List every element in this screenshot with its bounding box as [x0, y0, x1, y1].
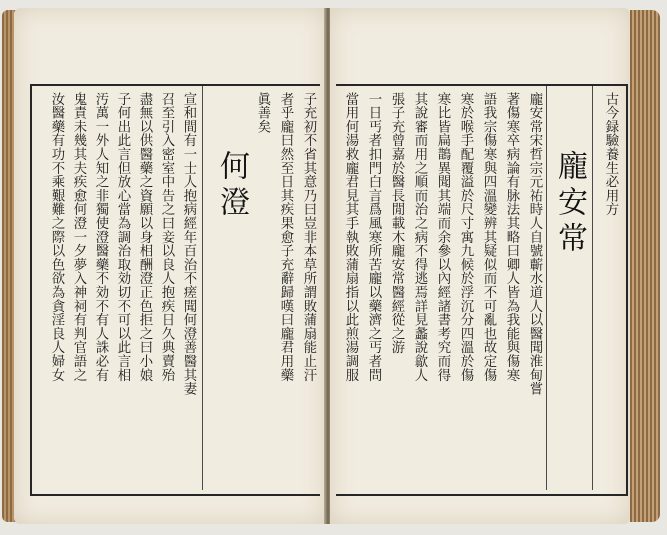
column-rule [592, 86, 593, 490]
section-heading: 龐安常 [552, 150, 587, 258]
text-column: 者乎龐曰然至日其疾果愈子充辭歸嘆曰龐君用藥 [278, 92, 293, 382]
text-column: 盡無以供醫藥之資願以身相酬澄正色拒之曰小娘 [137, 92, 152, 382]
text-column: 張子充曾嘉於醫長閒載木龐安常醫經從之游 [389, 92, 404, 355]
text-column: 寒於喉手配覆溢於尺寸寓九候於浮沉分四溫於傷 [458, 92, 473, 382]
text-column: 其說審而用之順而治之病不得逃焉詳見蠡說歙人 [412, 92, 427, 382]
text-column: 龐安常宋哲宗元祐時人自號蘄水道人以醫聞淮甸嘗 [527, 92, 542, 396]
section-heading: 何澄 [214, 150, 249, 222]
right-page-edges [630, 10, 660, 522]
text-column: 鬼責未幾其夫疾愈何澄一夕夢入神祠有判官語之 [71, 92, 86, 382]
text-column: 當用何湯救龐君見其手執敗蒲扇指以此煎湯調服 [343, 92, 358, 382]
text-column: 汝醫藥有功不乘艱難之際以色欲為貪淫良人婦女 [49, 92, 64, 382]
text-column: 汚萬一外人知之非獨使澄醫藥不効不有人誅必有 [93, 92, 108, 382]
column-rule [202, 86, 203, 490]
column-rule [546, 86, 547, 490]
text-column: 宣和間有一士人抱病經年百治不瘥聞何澄善醫其妻 [181, 92, 196, 396]
text-column: 一日丐者扣門白言爲風寒所苦龐以藥濟之丐者問 [366, 92, 381, 382]
text-column: 語我宗傷寒與四溫變辨其疑似而不可亂也故定傷 [481, 92, 496, 382]
text-column: 子何出此言但放心當為調治取効切不可以此言相 [115, 92, 130, 382]
text-column: 眞善矣 [255, 92, 270, 134]
text-column: 子充初不省其意乃曰豈非本草所謂敗蒲扇能止汗 [301, 92, 316, 382]
text-column: 著傷寒卒病論有脉法其略曰卿人皆為我能與傷寒 [504, 92, 519, 382]
text-column: 寒比皆扁鵲異聞其端而余參以內經諸書考究而得 [435, 92, 450, 382]
text-column: 召至引入密室中告之曰妾以良人抱疾日久典賣殆 [159, 92, 174, 382]
book-title: 古今録驗養生必用方 [603, 92, 618, 217]
